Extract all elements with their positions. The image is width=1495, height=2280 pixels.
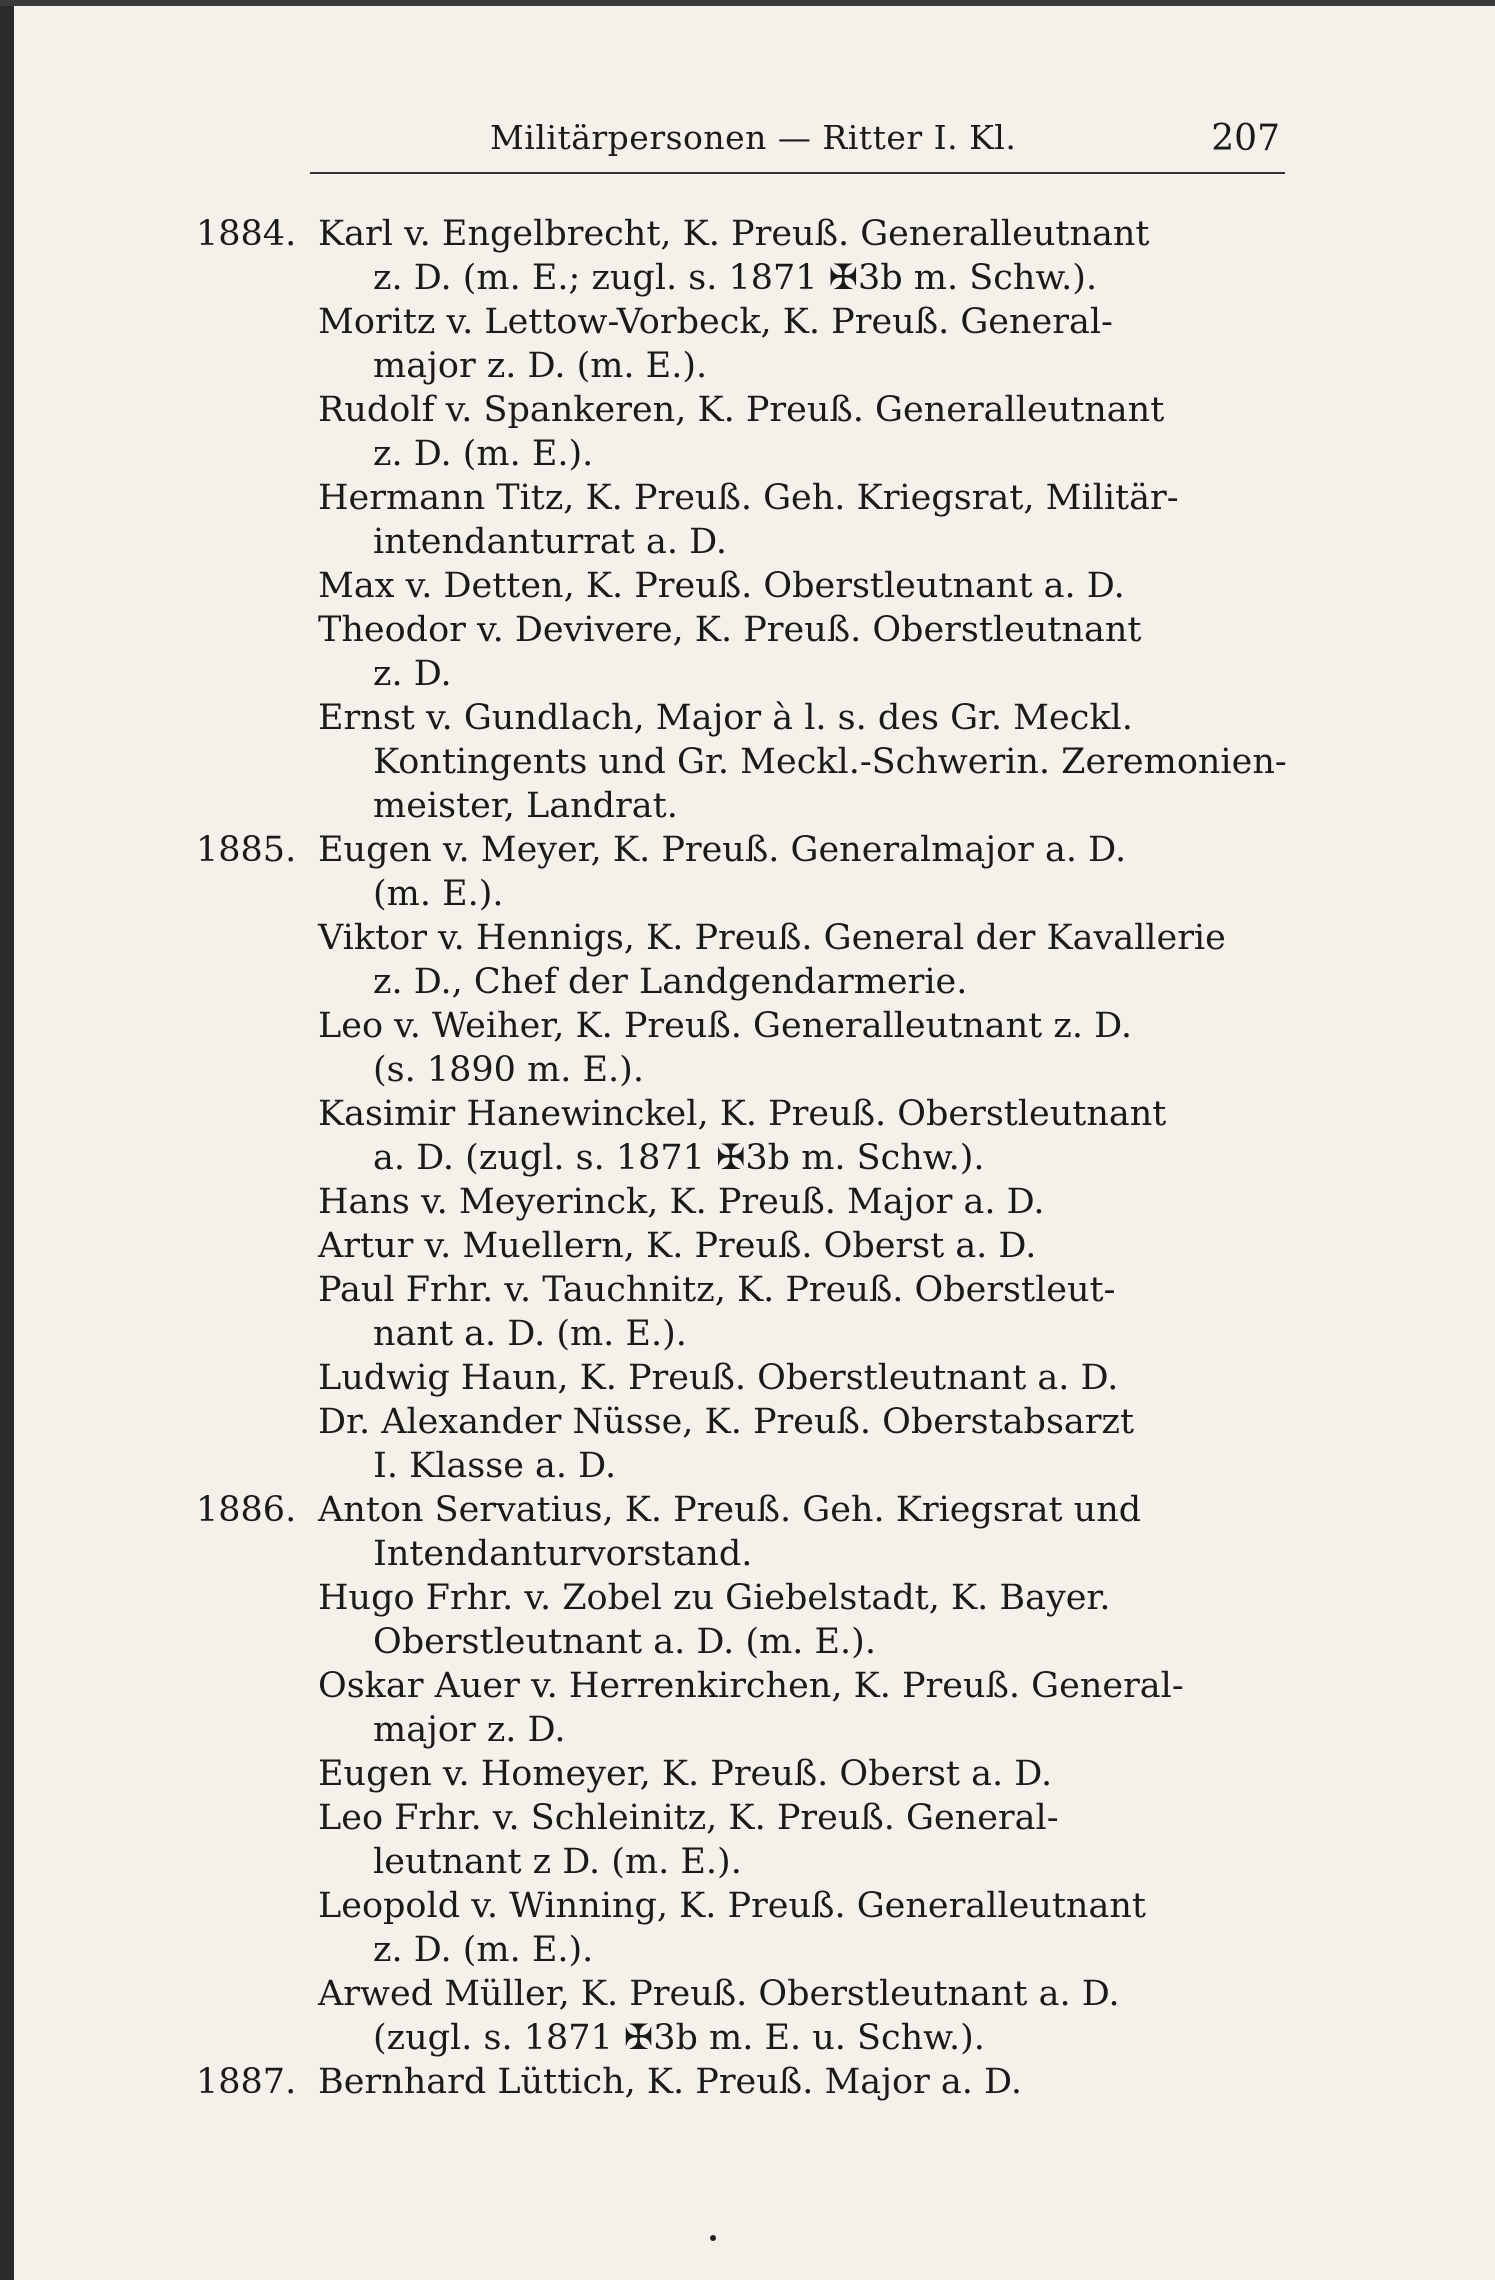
list-item (0, 212, 1495, 300)
list-item (0, 1268, 1495, 1356)
entry-text: Max v. Detten, K. Preuß. Oberstleutnant a. D. (318, 566, 1125, 606)
list-item (0, 388, 1495, 476)
entry-continuation: a. D. (zugl. s. 1871 ✠3b m. Schw.). (373, 1138, 985, 1178)
entry-text: Leo Frhr. v. Schleinitz, K. Preuß. General- (318, 1798, 1059, 1838)
list-item (0, 476, 1495, 564)
entry-text: Hugo Frhr. v. Zobel zu Giebelstadt, K. Bayer. (318, 1578, 1111, 1618)
list-item (0, 2060, 1495, 2104)
list-item (0, 608, 1495, 696)
entry-text: Viktor v. Hennigs, K. Preuß. General der Kavallerie (318, 918, 1226, 958)
entry-continuation: major z. D. (m. E.). (373, 346, 708, 386)
list-item (0, 696, 1495, 828)
list-item (0, 1752, 1495, 1796)
entry-continuation: intendanturrat a. D. (373, 522, 728, 562)
page-number: 207 (1211, 118, 1280, 159)
list-item (0, 1004, 1495, 1092)
year-label: 1886. (196, 1490, 297, 1530)
list-item (0, 828, 1495, 916)
year-label: 1884. (196, 214, 297, 254)
year-label: 1885. (196, 830, 297, 870)
list-item (0, 1224, 1495, 1268)
entry-text: Artur v. Muellern, K. Preuß. Oberst a. D. (318, 1226, 1037, 1266)
entry-text: Theodor v. Devivere, K. Preuß. Oberstleutnant (318, 610, 1142, 650)
entry-text: Arwed Müller, K. Preuß. Oberstleutnant a. D. (318, 1974, 1120, 2014)
entry-text: Oskar Auer v. Herrenkirchen, K. Preuß. General- (318, 1666, 1184, 1706)
list-item (0, 916, 1495, 1004)
entry-text: Ernst v. Gundlach, Major à l. s. des Gr. Meckl. (318, 698, 1133, 738)
entry-continuation: Intendanturvorstand. (373, 1534, 753, 1574)
entry-text: Paul Frhr. v. Tauchnitz, K. Preuß. Oberstleut- (318, 1270, 1116, 1310)
running-header (310, 118, 1280, 174)
header-rule (310, 172, 1285, 174)
entry-text: Hans v. Meyerinck, K. Preuß. Major a. D. (318, 1182, 1045, 1222)
entry-continuation: meister, Landrat. (373, 786, 678, 826)
entry-list (0, 212, 1495, 2104)
entry-continuation: (zugl. s. 1871 ✠3b m. E. u. Schw.). (373, 2018, 985, 2058)
entry-text: Dr. Alexander Nüsse, K. Preuß. Oberstabsarzt (318, 1402, 1135, 1442)
entry-continuation: z. D. (m. E.; zugl. s. 1871 ✠3b m. Schw.). (373, 258, 1098, 298)
entry-continuation: nant a. D. (m. E.). (373, 1314, 687, 1354)
entry-continuation: I. Klasse a. D. (373, 1446, 617, 1486)
entry-text: Eugen v. Homeyer, K. Preuß. Oberst a. D. (318, 1754, 1053, 1794)
entry-continuation: (m. E.). (373, 874, 504, 914)
entry-text: Kasimir Hanewinckel, K. Preuß. Oberstleutnant (318, 1094, 1167, 1134)
list-item (0, 1972, 1495, 2060)
list-item (0, 1488, 1495, 1576)
entry-continuation: z. D. (m. E.). (373, 1930, 594, 1970)
list-item (0, 1576, 1495, 1664)
list-item (0, 1356, 1495, 1400)
list-item (0, 1884, 1495, 1972)
list-item (0, 1092, 1495, 1180)
entry-continuation: Kontingents und Gr. Meckl.-Schwerin. Zeremonien- (373, 742, 1287, 782)
header-title: Militärpersonen — Ritter I. Kl. (490, 118, 1017, 157)
entry-text: Leo v. Weiher, K. Preuß. Generalleutnant z. D. (318, 1006, 1133, 1046)
list-item (0, 300, 1495, 388)
entry-continuation: Oberstleutnant a. D. (m. E.). (373, 1622, 876, 1662)
entry-continuation: z. D., Chef der Landgendarmerie. (373, 962, 968, 1002)
top-edge (0, 0, 1495, 6)
entry-text: Eugen v. Meyer, K. Preuß. Generalmajor a. D. (318, 830, 1127, 870)
entry-text: Ludwig Haun, K. Preuß. Oberstleutnant a. D. (318, 1358, 1119, 1398)
entry-continuation: leutnant z D. (m. E.). (373, 1842, 742, 1882)
entry-continuation: z. D. (m. E.). (373, 434, 594, 474)
page-speck (710, 2235, 716, 2241)
entry-continuation: z. D. (373, 654, 452, 694)
entry-continuation: major z. D. (373, 1710, 566, 1750)
entry-text: Anton Servatius, K. Preuß. Geh. Kriegsrat und (318, 1490, 1142, 1530)
entry-text: Hermann Titz, K. Preuß. Geh. Kriegsrat, Militär- (318, 478, 1179, 518)
list-item (0, 1796, 1495, 1884)
entry-text: Moritz v. Lettow-Vorbeck, K. Preuß. General- (318, 302, 1113, 342)
list-item (0, 1664, 1495, 1752)
entry-continuation: (s. 1890 m. E.). (373, 1050, 644, 1090)
entry-text: Bernhard Lüttich, K. Preuß. Major a. D. (318, 2062, 1022, 2102)
list-item (0, 564, 1495, 608)
entry-text: Karl v. Engelbrecht, K. Preuß. Generalleutnant (318, 214, 1150, 254)
entry-text: Rudolf v. Spankeren, K. Preuß. Generalleutnant (318, 390, 1165, 430)
list-item (0, 1400, 1495, 1488)
year-label: 1887. (196, 2062, 297, 2102)
entry-text: Leopold v. Winning, K. Preuß. Generalleutnant (318, 1886, 1146, 1926)
list-item (0, 1180, 1495, 1224)
